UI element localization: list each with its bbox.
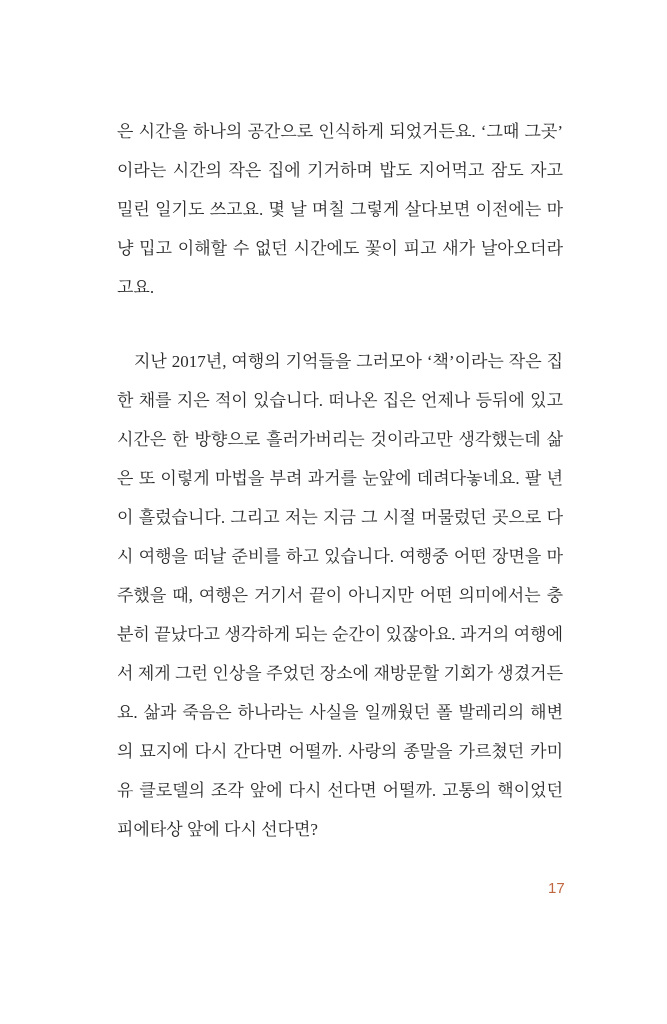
text-line: 냥 밉고 이해할 수 없던 시간에도 꽃이 피고 새가 날아오더라 — [117, 239, 563, 258]
text-line: 고요. — [117, 278, 155, 297]
paragraph-1 — [117, 112, 563, 307]
text-line: 요. 삶과 죽음은 하나라는 사실을 일깨웠던 폴 발레리의 해변 — [117, 703, 563, 722]
page-number: 17 — [548, 880, 565, 897]
text-line: 한 채를 지은 적이 있습니다. 떠나온 집은 언제나 등뒤에 있고 — [117, 391, 563, 410]
text-line: 분히 끝났다고 생각하게 되는 순간이 있잖아요. 과거의 여행에 — [117, 625, 563, 644]
text-line: 은 또 이렇게 마법을 부려 과거를 눈앞에 데려다놓네요. 팔 년 — [117, 469, 563, 488]
text-line: 의 묘지에 다시 간다면 어떨까. 사랑의 종말을 가르쳤던 카미 — [117, 742, 563, 761]
text-line: 시 여행을 떠날 준비를 하고 있습니다. 여행중 어떤 장면을 마 — [117, 547, 563, 566]
text-line: 유 클로델의 조각 앞에 다시 선다면 어떨까. 고통의 핵이었던 — [117, 781, 563, 800]
text-line: 시간은 한 방향으로 흘러가버리는 것이라고만 생각했는데 삶 — [117, 430, 563, 449]
text-line: 주했을 때, 여행은 거기서 끝이 아니지만 어떤 의미에서는 충 — [117, 586, 563, 605]
text-line: 지난 2017년, 여행의 기억들을 그러모아 ‘책’이라는 작은 집 — [134, 352, 563, 371]
text-line: 피에타상 앞에 다시 선다면? — [117, 820, 318, 839]
text-line: 은 시간을 하나의 공간으로 인식하게 되었거든요. ‘그때 그곳’ — [117, 122, 563, 141]
text-line: 밀린 일기도 쓰고요. 몇 날 며칠 그렇게 살다보면 이전에는 마 — [117, 200, 563, 219]
text-line: 서 제게 그런 인상을 주었던 장소에 재방문할 기회가 생겼거든 — [117, 664, 563, 683]
paragraph-2 — [117, 342, 563, 849]
text-line: 이 흘렀습니다. 그리고 저는 지금 그 시절 머물렀던 곳으로 다 — [117, 508, 563, 527]
text-line: 이라는 시간의 작은 집에 기거하며 밥도 지어먹고 잠도 자고 — [117, 161, 563, 180]
